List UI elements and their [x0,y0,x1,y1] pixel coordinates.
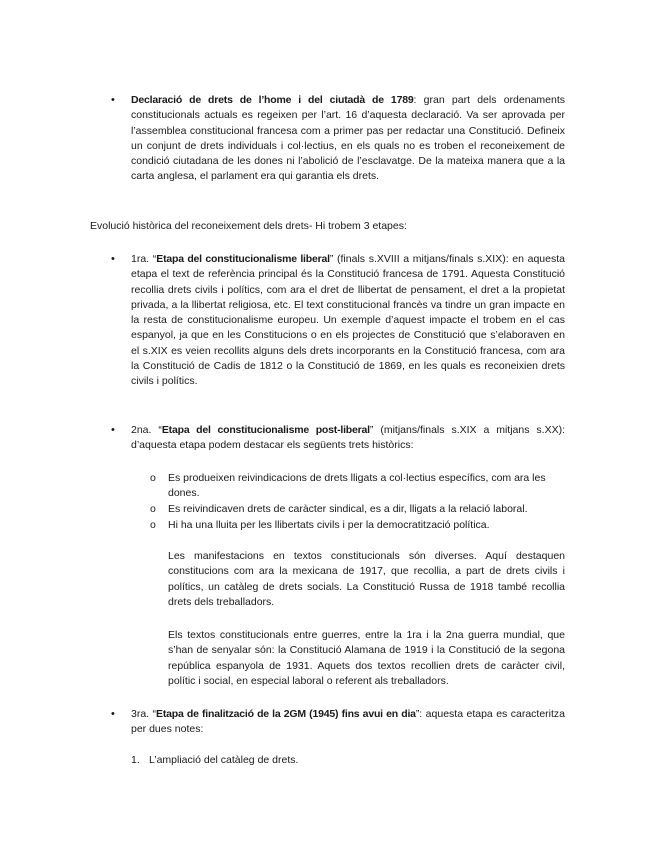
stage3-body: ”: aquesta etapa es caracteritza per dues notes: [131,708,565,736]
sub-bullet-marker: o [150,519,156,531]
bullet-marker: • [111,253,115,265]
declaration-body: : gran part dels ordenaments constitucionals actuals es regeixen per l’art. 16 d’aquesta declaració. Va ser aprovada per l’assemblea constitucional francesa com a primer pas per redactar una Constitució. Defineix un conjunt de drets individuals i col·lectius, en els quals no es troben el reconeixement de condició ciutadana de les dones ni l’abolició de l’esclavatge. De la mateixa manera que a la carta anglesa, el parlament era qui garantia els drets. [131,94,566,183]
bullet-marker: • [111,424,115,436]
stage2-subitem: Es produeixen reivindicacions de drets lligats a col·lectius específics, com ara les dones. [168,472,546,500]
stage2-body: ” (mitjans/finals s.XIX a mitjans s.XX): d’aquesta etapa podem destacar els següents trets històrics: [131,424,565,452]
intro-line: Evolució històrica del reconeixement dels drets- Hi trobem 3 etapes: [90,220,407,232]
sub-bullet-marker: o [150,503,156,515]
stage2-paragraph-manifestations: Les manifestacions en textos constitucionals són diverses. Aquí destaquen constitucions com ara la mexicana de 1917, que recollia, a part de drets civils i polítics, un catàleg de drets socials. La Constitució Russa de 1918 també recollia drets dels treballadors. [168,550,565,608]
stage1-paragraph [131,252,565,390]
stage1-body: ” (finals s.XVIII a mitjans/finals s.XIX): en aquesta etapa el text de referència principal és la Constitució francesa de 1791. Aquesta Constitució recollia drets civils i polítics, com ara el dret de llibertat de pensament, el dret a la propietat privada, a la llibertat religiosa, etc. El text constitucional francès va tindre un gran impacte en la resta de constitucionalisme europeu. Un exemple d’aquest impacte el trobem en el cas espanyol, ja que en les Constitucions o en els projectes de Constitució que s’elaboraven en el s.XIX es veien recollits alguns dels drets incorporants en la Constitució francesa, com ara la Constitució de Cadis de 1812 o la Constitució de 1869, en les quals es reconeixien drets civils i polítics. [131,253,565,388]
stage3-title: Etapa de finalització de la 2GM (1945) fins avui en dia [156,708,416,720]
numbered-marker: 1. [131,754,140,766]
stage3-paragraph [131,707,565,738]
bullet-marker: • [111,708,115,720]
numbered-item: L’ampliació del catàleg de drets. [149,754,299,766]
sub-bullet-marker: o [150,472,156,484]
stage2-title: Etapa del constitucionalisme post-liberal [161,424,370,436]
declaration-paragraph [131,93,565,185]
stage2-paragraph [131,423,565,454]
stage3-prefix: 3ra. “ [131,708,157,720]
declaration-title: Declaració de drets de l’home i del ciutadà de 1789 [131,94,414,106]
bullet-marker: • [111,94,115,106]
stage1-prefix: 1ra. “ [131,253,157,265]
stage2-paragraph-interwar: Els textos constitucionals entre guerres, entre la 1ra i la 2na guerra mundial, que s’han de senyalar són: la Constitució Alamana de 1919 i la Constitució de la segona república espanyola de 1931. Aquets dos textos recollien drets de caràcter civil, polític i social, en especial laboral o referent als treballadors. [168,629,565,687]
stage2-subitem: Hi ha una lluita per les llibertats civils i per la democratització política. [168,519,490,531]
stage2-subitem: Es reivindicaven drets de caràcter sindical, es a dir, lligats a la relació laboral. [168,503,528,515]
stage2-prefix: 2na. “ [131,424,162,436]
stage1-title: Etapa del constitucionalisme liberal [156,253,330,265]
